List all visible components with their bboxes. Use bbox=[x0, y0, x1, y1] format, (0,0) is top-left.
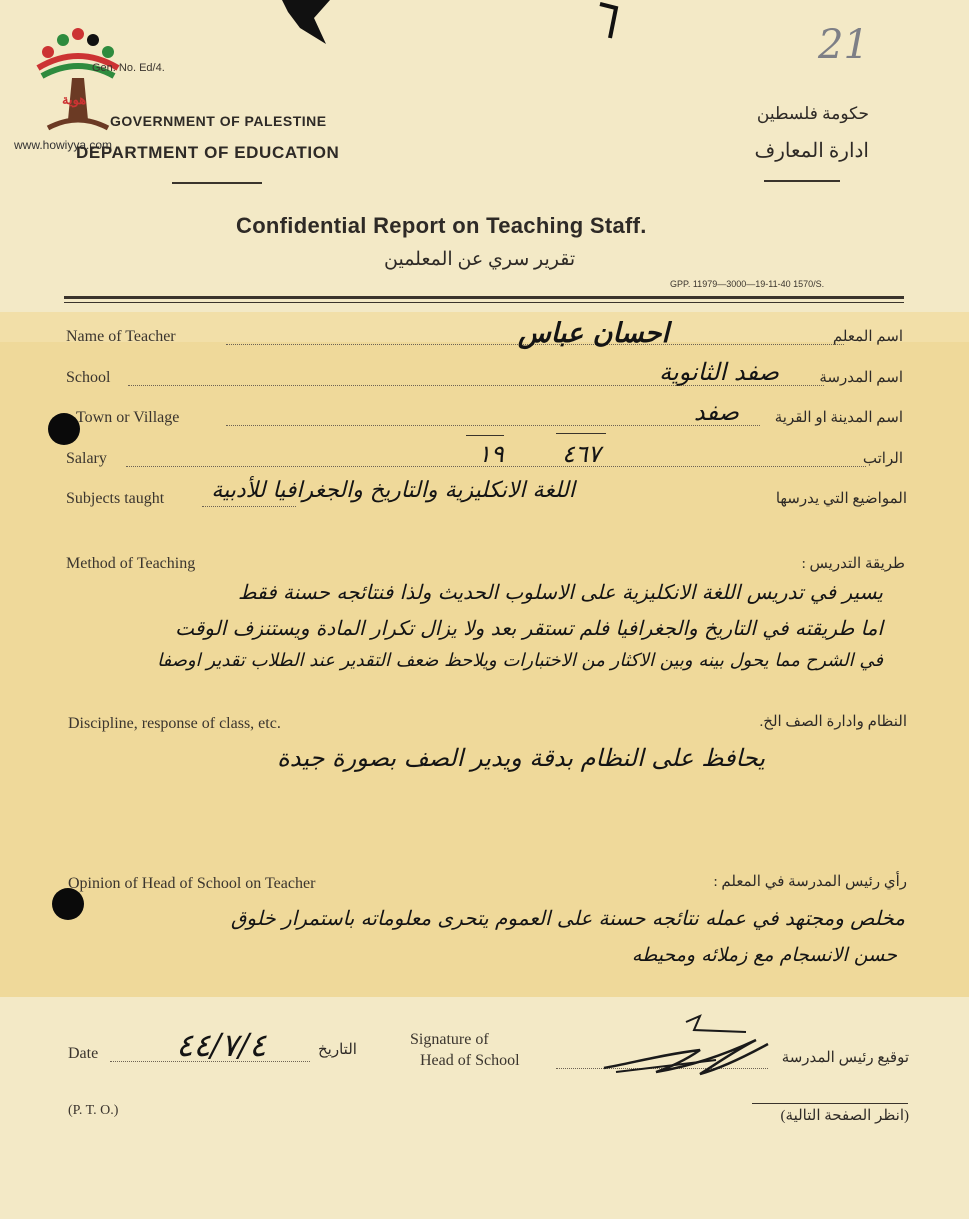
school-label-en: School bbox=[66, 369, 111, 386]
teacher-label-en: Name of Teacher bbox=[66, 328, 176, 345]
torn-corner-mark bbox=[282, 0, 332, 46]
subjects-label-ar: المواضيع التي يدرسها bbox=[775, 491, 907, 507]
pto-note: (P. T. O.) bbox=[68, 1103, 119, 1118]
next-page-note-ar: (انظر الصفحة التالية) bbox=[780, 1108, 909, 1124]
method-text-line: في الشرح مما يحول بينه وبين الاكثار من الاختبارات ويلاحظ ضعف التقدير عند الطلاب تقدير اوصفا bbox=[157, 650, 883, 671]
method-text-line: يسير في تدريس اللغة الانكليزية على الاسلوب الحديث ولذا فنتائجه حسنة فقط bbox=[238, 580, 883, 604]
salary-value-pounds: ١٩ bbox=[478, 440, 504, 468]
opinion-label-ar: رأي رئيس المدرسة في المعلم : bbox=[713, 874, 907, 890]
discipline-label-ar: النظام وادارة الصف الخ. bbox=[759, 714, 907, 730]
signature-label-en-line2: Head of School bbox=[420, 1052, 520, 1069]
signature-label-ar: توقيع رئيس المدرسة bbox=[781, 1050, 909, 1066]
government-title-en: GOVERNMENT OF PALESTINE bbox=[110, 113, 327, 129]
teacher-label-ar: اسم المعلم bbox=[832, 329, 903, 345]
government-title-ar: حكومة فلسطين bbox=[756, 104, 869, 123]
discipline-label-en: Discipline, response of class, etc. bbox=[68, 715, 281, 732]
town-value: صفد bbox=[693, 398, 739, 426]
department-title-en: DEPARTMENT OF EDUCATION bbox=[76, 143, 340, 162]
method-text-line: اما طريقته في التاريخ والجغرافيا فلم تستقر بعد ولا يزال تكرار المادة ويستنزف الوقت bbox=[175, 616, 883, 640]
title-rule-thin bbox=[64, 302, 904, 303]
next-page-overline bbox=[752, 1103, 908, 1104]
teacher-value: احسان عباس bbox=[517, 318, 669, 349]
subjects-label-en: Subjects taught bbox=[66, 490, 165, 507]
opinion-text-line: مخلص ومجتهد في عمله نتائجه حسنة على العموم يتحرى معلوماته باستمرار خلوق bbox=[230, 906, 905, 930]
salary-label-en: Salary bbox=[66, 450, 107, 467]
print-code: GPP. 11979—3000—19-11-40 1570/S. bbox=[670, 279, 825, 289]
method-label-en: Method of Teaching bbox=[66, 555, 196, 572]
report-title-ar: تقرير سري عن المعلمين bbox=[384, 249, 576, 270]
form-code: Gen. No. Ed/4. bbox=[92, 62, 165, 74]
signature-label-en-line1: Signature of bbox=[410, 1031, 489, 1048]
signature-scribble bbox=[596, 1010, 776, 1082]
town-label-ar: اسم المدينة او القرية bbox=[774, 410, 903, 426]
date-label-ar: التاريخ bbox=[318, 1042, 357, 1058]
opinion-label-en: Opinion of Head of School on Teacher bbox=[68, 875, 316, 892]
watermark-logo-text: هوية bbox=[62, 92, 87, 107]
header-rule-left bbox=[172, 182, 262, 184]
school-label-ar: اسم المدرسة bbox=[819, 370, 903, 386]
watermark-url: www.howiyya.com bbox=[14, 138, 113, 152]
salary-label-ar: الراتب bbox=[862, 451, 903, 467]
method-label-ar: طريقة التدريس : bbox=[801, 556, 905, 572]
department-title-ar: ادارة المعارف bbox=[754, 140, 869, 162]
ink-mark bbox=[596, 0, 620, 42]
date-value: ٤٤/٧/٤ bbox=[176, 1026, 267, 1064]
page-number: 21 bbox=[818, 22, 869, 68]
discipline-text-line: يحافظ على النظام بدقة ويدير الصف بصورة جيدة bbox=[277, 744, 765, 772]
subjects-value: اللغة الانكليزية والتاريخ والجغرافيا للأدبية bbox=[211, 478, 575, 503]
opinion-text-line: حسن الانسجام مع زملائه ومحيطه bbox=[631, 944, 897, 966]
school-value: صفد الثانوية bbox=[659, 358, 779, 386]
date-label-en: Date bbox=[68, 1045, 99, 1062]
town-label-en: Town or Village bbox=[76, 409, 180, 426]
report-title-en: Confidential Report on Teaching Staff. bbox=[236, 213, 647, 238]
title-rule-thick bbox=[64, 296, 904, 299]
header-rule-right bbox=[764, 180, 840, 182]
salary-value-mils: ٤٦٧ bbox=[562, 440, 601, 468]
